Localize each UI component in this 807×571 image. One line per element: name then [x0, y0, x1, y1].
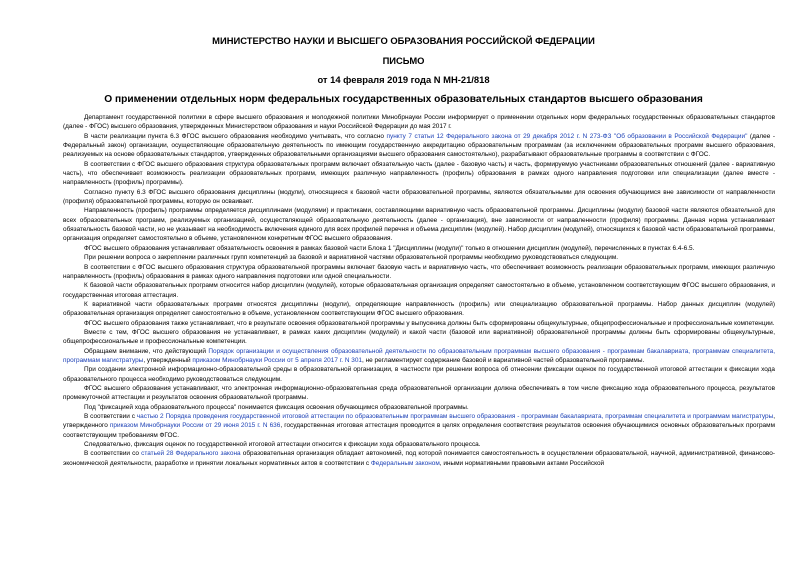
paragraph: Следовательно, фиксация оценок по государственной итоговой аттестации относится к фиксации хода образовательного процесса.: [84, 441, 481, 449]
article-28-link[interactable]: статьей 28 Федерального закона: [141, 450, 241, 458]
document-type: ПИСЬМО: [382, 55, 425, 66]
document-title: О применении отдельных норм федеральных государственных образовательных стандартов высшего образования: [104, 94, 703, 105]
paragraph: При создании электронной информационно-образовательной среды в образовательной организации, в частности при решении вопроса об отнесении фиксации оценок по государственной итоговой аттестации к фиксации хода образовательного процесса необходимо руководствоваться следующим.: [63, 366, 775, 383]
law-273-fz-link[interactable]: пункту 7 статьи 12 Федерального закона от 29 декабря 2012 г. N 273-ФЗ "Об образовании в Российской Федерации": [386, 132, 748, 140]
paragraph: Департамент государственной политики в сфере высшего образования и молодежной политики Минобрнауки России информирует о применении отдельных норм федеральных государственных образовательных стандартов (далее - ФГОС) высшего образования, утвержденных Министерством образования и науки Российской Федерации до мая 2017 г.: [63, 114, 775, 131]
paragraph: Согласно пункту 6.3 ФГОС высшего образования дисциплины (модули), относящиеся к базовой части образовательной программы, являются обязательными для освоения обучающимся вне зависимости от направленности (профиля) образовательной программы, которую он осваивает.: [63, 188, 775, 206]
paragraph: В соответствии с ФГОС высшего образования структура образовательных программ включает обязательную часть (далее - базовую часть) и часть, формируемую участниками образовательных отношений (далее - вариативную часть), что обеспечивает возможность реализации образовательных программ, имеющих различную направленность (профиль) образования в рамках одного направления подготовки или специализации (далее вместе - направленность (профиль) программы).: [63, 160, 775, 187]
paragraph: К вариативной части образовательных программ относятся дисциплины (модули), определяющие направленность (профиль) или специализацию образовательной программы. Набор данных дисциплин (модулей) образовательная организация определяет самостоятельно в объеме, установленном соответствующим ФГОС высшего образования.: [63, 300, 775, 318]
education-procedure-link[interactable]: Порядок организации и осуществления образовательной деятельности по образовательным программам высшего образования - программам бакалавриата, программам специалитета, программам магистратуры: [63, 347, 775, 364]
paragraph: ФГОС высшего образования также устанавливает, что в результате освоения образовательной программы у выпускника должны быть сформированы общекультурные, общепрофессиональные и профессиональные компетенции.: [84, 319, 775, 327]
paragraph: Обращаем внимание, что действующий Порядок организации и осуществления образовательной деятельности по образовательным программам высшего образования - программам бакалавриата, программам специалитета, программам магистратуры, утвержденный приказом Минобрнауки России от 5 апреля 2017 г. N 301, не регламентирует содержание базовой и вариативной частей образовательной программы.: [63, 347, 775, 364]
order-636-link[interactable]: приказом Минобрнауки России от 29 июня 2015 г. N 636: [109, 422, 281, 430]
paragraph: ФГОС высшего образования устанавливает обязательность освоения в рамках базовой части Блока 1 "Дисциплины (модули)" только в отношении дисциплин (модулей), перечисленных в пунктах 6.4-6.5.: [84, 244, 695, 252]
federal-law-link[interactable]: Федеральным законом: [370, 459, 440, 467]
document-date-number: от 14 февраля 2019 года N МН-21/818: [317, 74, 490, 85]
paragraph: При решении вопроса о закреплении различных групп компетенций за базовой и вариативной частями образовательной программы необходимо руководствоваться следующим.: [84, 254, 619, 262]
paragraph: В соответствии с частью 2 Порядка проведения государственной итоговой аттестации по образовательным программам высшего образования - программам бакалавриата, программам специалитета и программам магистратуры, утвержденного приказом Минобрнауки России от 29 июня 2015 г. N 636, государственная итоговая аттестация проводится в целях определения соответствия результатов освоения обучающимися основных образовательных программ соответствующим требованиям ФГОС.: [63, 413, 775, 439]
paragraph: Вместе с тем, ФГОС высшего образования не устанавливает, в рамках каких дисциплин (модулей) и какой части (базовой или вариативной) образовательной программы должны быть сформированы общекультурные, общепрофессиональные и профессиональные компетенции.: [63, 328, 775, 346]
paragraph: К базовой части образовательных программ относится набор дисциплин (модулей), которые образовательная организация определяет самостоятельно в объеме, установленном соответствующим ФГОС высшего образования, и государственная итоговая аттестация.: [63, 282, 775, 299]
ministry-heading: МИНИСТЕРСТВО НАУКИ И ВЫСШЕГО ОБРАЗОВАНИЯ РОССИЙСКОЙ ФЕДЕРАЦИИ: [212, 35, 595, 46]
paragraph: В соответствии со статьей 28 Федерального закона образовательная организация обладает автономией, под которой понимается самостоятельность в осуществлении образовательной, научной, административной, финансово-экономической деятельности, разработке и принятии локальных нормативных актов в соответствии с Федеральным законом, иными нормативными правовыми актами Российской: [63, 450, 775, 467]
paragraph: В части реализации пункта 6.3 ФГОС высшего образования необходимо учитывать, что согласно пункту 7 статьи 12 Федерального закона от 29 декабря 2012 г. N 273-ФЗ "Об образовании в Российской Федерации" (далее - Федеральный закон) организации, осуществляющие образовательную деятельность по имеющим государственную аккредитацию образовательным программам (за исключением образовательных программ высшего образования, реализуемых на основе образовательных стандартов, утвержденных образовательными организациями высшего образования самостоятельно), разрабатывают образовательные программы в соответствии с ФГОС.: [63, 132, 775, 159]
paragraph: Направленность (профиль) программы определяется дисциплинами (модулями) и практиками, составляющими вариативную часть образовательной программы. Дисциплины (модули) базовой части являются обязательной для всех образовательных программ, реализуемых организацией, осуществляющей образовательную деятельность (далее - организация), вне зависимости от направленности (профиля) программы. Данная норма устанавливает обязательность базовой части, но не указывает на необходимость включения единого для всех профилей перечня и объема дисциплин (модулей). Набор дисциплин (модулей), относящихся к базовой части образовательной программы, организация определяет самостоятельно в объеме, установленном конкретным ФГОС высшего образования.: [63, 207, 775, 243]
attestation-procedure-link[interactable]: частью 2 Порядка проведения государственной итоговой аттестации по образовательным программам высшего образования - программам бакалавриата, программам специалитета и программам магистратуры: [136, 413, 774, 420]
paragraph: В соответствии с ФГОС высшего образования структура образовательной программы включает базовую часть и вариативную часть, что обеспечивает возможность реализации образовательных программ, имеющих различную направленность (профиль) образования в рамках одного направления подготовки или одной специальности.: [63, 263, 775, 280]
paragraph: Под "фиксацией хода образовательного процесса" понимается фиксация освоения обучающимся образовательной программы.: [84, 403, 469, 411]
document-body: [63, 113, 775, 468]
order-301-link[interactable]: приказом Минобрнауки России от 5 апреля 2017 г. N 301: [192, 356, 363, 364]
paragraph: ФГОС высшего образования устанавливают, что электронная информационно-образовательная среда образовательной организации должна обеспечивать в том числе фиксацию хода образовательного процесса, результатов промежуточной аттестации и результатов освоения образовательной программы.: [63, 384, 775, 402]
